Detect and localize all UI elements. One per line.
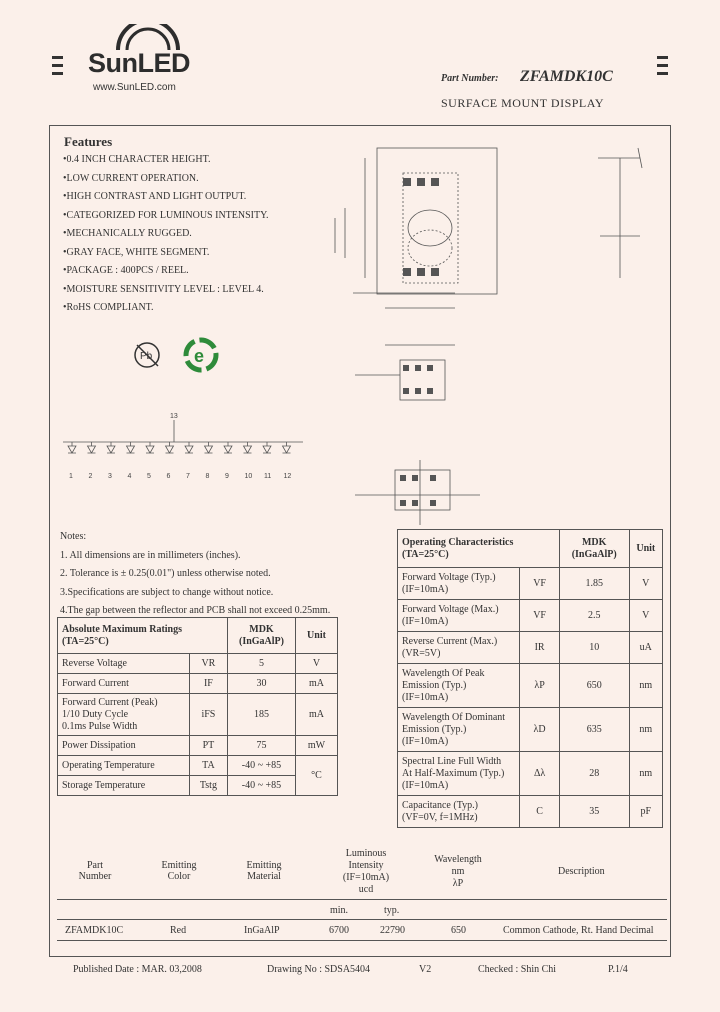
notes-title: Notes: bbox=[60, 531, 87, 542]
abs-max-unit: V bbox=[295, 654, 337, 674]
diode-symbol bbox=[146, 446, 154, 453]
notes bbox=[60, 528, 330, 621]
pin-label: 7 bbox=[186, 473, 190, 480]
bt-sub-typ: typ. bbox=[384, 905, 400, 916]
op-char-col-mdk: MDK (InGaAlP) bbox=[559, 530, 629, 568]
feature-item: •HIGH CONTRAST AND LIGHT OUTPUT. bbox=[63, 191, 247, 202]
pin-label: 2 bbox=[88, 473, 93, 480]
part-number: ZFAMDK10C bbox=[520, 68, 613, 85]
op-char-unit: V bbox=[629, 600, 662, 632]
product-subtitle: SURFACE MOUNT DISPLAY bbox=[441, 96, 604, 110]
bt-wavelength: 650 bbox=[451, 925, 466, 936]
feature-item: •GRAY FACE, WHITE SEGMENT. bbox=[63, 246, 210, 258]
op-char-val: 28 bbox=[559, 752, 629, 796]
pin-label: 8 bbox=[205, 473, 210, 480]
note-item: 2. Tolerance is ± 0.25(0.01") unless otherwise noted. bbox=[60, 568, 271, 579]
diode-symbol bbox=[127, 446, 135, 453]
abs-max-param: Forward Current (Peak) 1/10 Duty Cycle 0.1ms Pulse Width bbox=[58, 694, 190, 736]
pin-label: 6 bbox=[166, 473, 171, 480]
bt-header-part: Part Number bbox=[78, 860, 112, 882]
edge-mark bbox=[657, 56, 668, 59]
brand-url: www.SunLED.com bbox=[93, 82, 176, 93]
bt-description: Common Cathode, Rt. Hand Decimal bbox=[503, 925, 654, 936]
pin-label: 1 bbox=[69, 473, 73, 480]
op-char-param: Capacitance (Typ.) (VF=0V, f=1MHz) bbox=[398, 796, 520, 828]
diode-symbol bbox=[205, 446, 213, 453]
abs-max-title: Absolute Maximum Ratings (TA=25°C) bbox=[58, 618, 228, 654]
edge-mark bbox=[52, 72, 63, 75]
absolute-max-ratings-table bbox=[57, 617, 338, 796]
diode-symbol bbox=[166, 446, 174, 453]
bt-divider bbox=[57, 919, 667, 920]
bt-part: ZFAMDK10C bbox=[65, 925, 124, 936]
op-char-val: 10 bbox=[559, 632, 629, 664]
feature-item: •MOISTURE SENSITIVITY LEVEL : LEVEL 4. bbox=[63, 283, 264, 295]
op-char-unit: nm bbox=[629, 752, 662, 796]
rohs-icon bbox=[183, 337, 219, 373]
op-char-unit: nm bbox=[629, 708, 662, 752]
op-char-param: Wavelength Of Dominant Emission (Typ.) (IF=10mA) bbox=[398, 708, 520, 752]
edge-mark bbox=[657, 72, 668, 75]
abs-max-param: Reverse Voltage bbox=[58, 654, 190, 674]
brand-name: SunLED bbox=[88, 48, 190, 78]
op-char-sym: IR bbox=[520, 632, 559, 664]
abs-max-sym: TA bbox=[189, 756, 227, 776]
op-char-unit: uA bbox=[629, 632, 662, 664]
diode-symbol bbox=[263, 446, 271, 453]
edge-mark bbox=[52, 56, 63, 59]
op-char-sym: λD bbox=[520, 708, 559, 752]
footer-page: P.1/4 bbox=[608, 964, 628, 975]
abs-max-param: Forward Current bbox=[58, 674, 190, 694]
abs-max-sym: iFS bbox=[189, 694, 227, 736]
pad-layout-drawing bbox=[350, 455, 490, 530]
abs-max-val: -40 ~ +85 bbox=[227, 756, 295, 776]
op-char-param: Spectral Line Full Width At Half-Maximum (Typ.) (IF=10mA) bbox=[398, 752, 520, 796]
abs-max-col-unit: Unit bbox=[295, 618, 337, 654]
diode-symbol bbox=[68, 446, 76, 453]
feature-item: •CATEGORIZED FOR LUMINOUS INTENSITY. bbox=[63, 209, 269, 221]
op-char-param: Reverse Current (Max.) (VR=5V) bbox=[398, 632, 520, 664]
note-item: 4.The gap between the reflector and PCB shall not exceed 0.25mm. bbox=[60, 605, 331, 616]
op-char-unit: nm bbox=[629, 664, 662, 708]
bt-divider bbox=[57, 899, 667, 900]
abs-max-val: 75 bbox=[227, 736, 295, 756]
abs-max-unit: mA bbox=[295, 674, 337, 694]
op-char-col-unit: Unit bbox=[629, 530, 662, 568]
bt-material: InGaAlP bbox=[244, 925, 280, 936]
pin-label: 10 bbox=[244, 473, 253, 480]
pb-free-icon bbox=[132, 340, 162, 370]
op-char-sym: VF bbox=[520, 600, 559, 632]
abs-max-val: 30 bbox=[227, 674, 295, 694]
op-char-param: Forward Voltage (Typ.) (IF=10mA) bbox=[398, 568, 520, 600]
abs-max-col-mdk: MDK (InGaAlP) bbox=[227, 618, 295, 654]
note-item: 1. All dimensions are in millimeters (inches). bbox=[60, 549, 241, 561]
abs-max-sym: PT bbox=[189, 736, 227, 756]
bt-sub-min: min. bbox=[330, 905, 349, 916]
side-view-drawing bbox=[590, 138, 650, 288]
op-char-sym: λP bbox=[520, 664, 559, 708]
footprint-drawing bbox=[345, 340, 475, 415]
op-char-val: 1.85 bbox=[559, 568, 629, 600]
abs-max-unit: mA bbox=[295, 694, 337, 736]
abs-max-val: -40 ~ +85 bbox=[227, 776, 295, 796]
note-item: 3.Specifications are subject to change without notice. bbox=[60, 586, 274, 598]
footer-drawing: Drawing No : SDSA5404 bbox=[267, 964, 371, 975]
abs-max-param: Operating Temperature bbox=[58, 756, 190, 776]
bt-header-material: Emitting Material bbox=[246, 860, 282, 882]
bt-header-description: Description bbox=[558, 866, 605, 877]
rohs-label: e bbox=[194, 346, 205, 366]
sunled-logo-icon bbox=[113, 24, 183, 50]
abs-max-param: Storage Temperature bbox=[58, 776, 190, 796]
abs-max-sym: Tstg bbox=[189, 776, 227, 796]
op-char-param: Forward Voltage (Max.) (IF=10mA) bbox=[398, 600, 520, 632]
pin-label: 4 bbox=[127, 473, 132, 480]
bt-min: 6700 bbox=[329, 925, 349, 936]
bt-header-color: Emitting Color bbox=[161, 860, 197, 882]
bt-typ: 22790 bbox=[380, 925, 405, 936]
bt-divider bbox=[57, 940, 667, 941]
pb-label: Pb bbox=[140, 351, 153, 362]
feature-item: •PACKAGE : 400PCS / REEL. bbox=[63, 265, 189, 276]
bt-color: Red bbox=[170, 925, 187, 936]
footer-checked: Checked : Shin Chi bbox=[478, 964, 557, 975]
part-number-label: Part Number: bbox=[441, 73, 499, 84]
common-pin-label: 13 bbox=[170, 413, 178, 420]
pin-label: 12 bbox=[283, 473, 292, 480]
pin-label: 11 bbox=[264, 473, 272, 480]
op-char-sym: C bbox=[520, 796, 559, 828]
op-char-sym: VF bbox=[520, 568, 559, 600]
diode-symbol bbox=[224, 446, 232, 453]
diode-symbol bbox=[107, 446, 115, 453]
abs-max-unit: mW bbox=[295, 736, 337, 756]
feature-item: •MECHANICALLY RUGGED. bbox=[63, 228, 192, 239]
edge-mark bbox=[52, 64, 63, 67]
op-char-val: 2.5 bbox=[559, 600, 629, 632]
bt-header-intensity: Luminous Intensity (IF=10mA) ucd bbox=[342, 848, 390, 895]
op-char-unit: pF bbox=[629, 796, 662, 828]
front-view-drawing bbox=[325, 138, 500, 320]
abs-max-param: Power Dissipation bbox=[58, 736, 190, 756]
abs-max-val: 185 bbox=[227, 694, 295, 736]
edge-mark bbox=[657, 64, 668, 67]
feature-item: •RoHS COMPLIANT. bbox=[63, 302, 154, 313]
pin-label: 5 bbox=[147, 473, 151, 480]
abs-max-sym: IF bbox=[189, 674, 227, 694]
diode-symbol bbox=[283, 446, 291, 453]
abs-max-unit: °C bbox=[295, 756, 337, 796]
diode-symbol bbox=[244, 446, 252, 453]
feature-item: •LOW CURRENT OPERATION. bbox=[63, 172, 199, 184]
features-list bbox=[63, 153, 269, 320]
op-char-val: 35 bbox=[559, 796, 629, 828]
footer-published: Published Date : MAR. 03,2008 bbox=[73, 964, 202, 975]
diode-symbol bbox=[185, 446, 193, 453]
operating-characteristics-table bbox=[397, 529, 663, 828]
op-char-title: Operating Characteristics (TA=25°C) bbox=[398, 530, 560, 568]
abs-max-sym: VR bbox=[189, 654, 227, 674]
footer-version: V2 bbox=[419, 964, 432, 975]
feature-item: •0.4 INCH CHARACTER HEIGHT. bbox=[63, 154, 211, 165]
features-title: Features bbox=[64, 134, 113, 149]
op-char-param: Wavelength Of Peak Emission (Typ.) (IF=10mA) bbox=[398, 664, 520, 708]
pin-label: 3 bbox=[108, 473, 112, 480]
op-char-val: 650 bbox=[559, 664, 629, 708]
diode-symbol bbox=[88, 446, 96, 453]
abs-max-val: 5 bbox=[227, 654, 295, 674]
op-char-val: 635 bbox=[559, 708, 629, 752]
op-char-unit: V bbox=[629, 568, 662, 600]
bt-header-wavelength: Wavelength nm λP bbox=[434, 854, 482, 889]
circuit-diagram bbox=[58, 410, 328, 482]
op-char-sym: Δλ bbox=[520, 752, 559, 796]
pin-label: 9 bbox=[225, 473, 229, 480]
